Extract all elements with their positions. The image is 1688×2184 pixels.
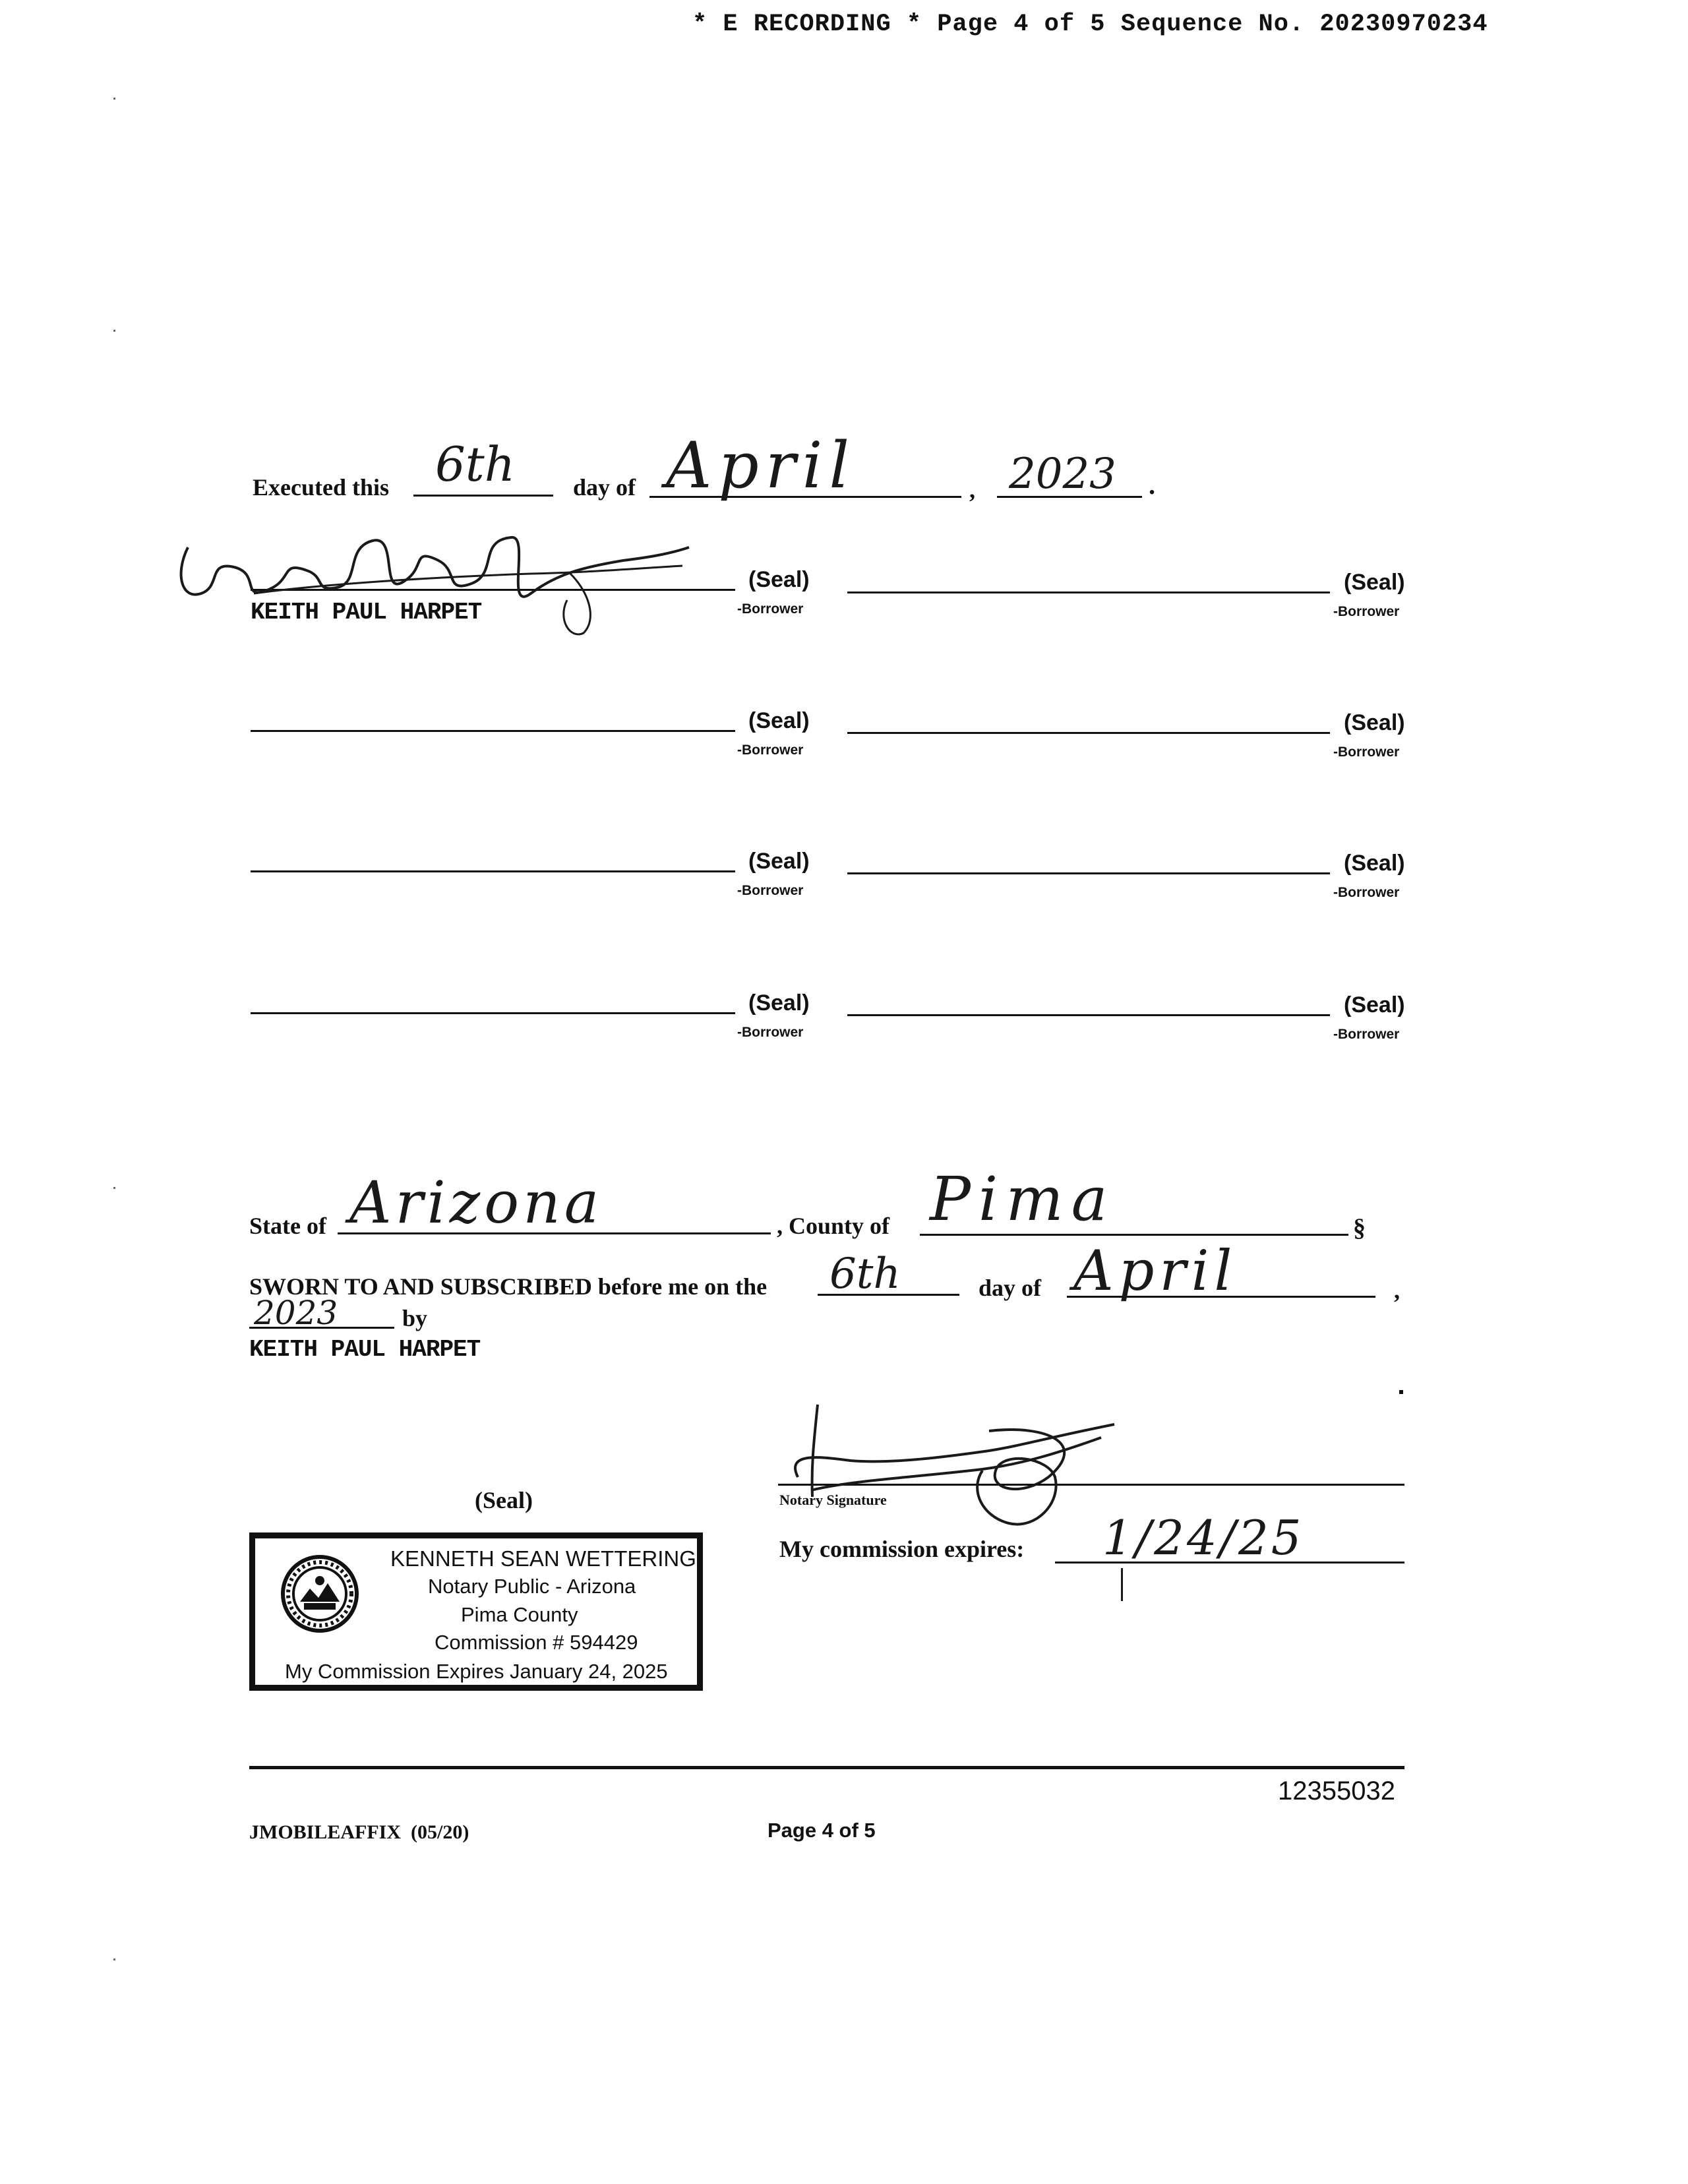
borrower-label: -Borrower	[737, 1025, 804, 1040]
borrower-label: -Borrower	[1333, 1027, 1400, 1042]
section-symbol: §	[1353, 1214, 1366, 1242]
day-of-label: day of	[573, 474, 636, 501]
notary-stamp	[249, 1532, 703, 1691]
borrower-label: -Borrower	[737, 601, 804, 617]
sworn-year-handwritten: 2023	[254, 1294, 338, 1332]
execution-year-handwritten: 2023	[1009, 450, 1116, 499]
footer-rule	[249, 1766, 1404, 1769]
sworn-month-handwritten: April	[1073, 1238, 1238, 1303]
borrower-label: -Borrower	[1333, 744, 1400, 760]
state-of-label: State of	[249, 1213, 326, 1239]
seal-label: (Seal)	[748, 990, 810, 1016]
stamp-notary-name: KENNETH SEAN WETTERING	[390, 1546, 696, 1571]
borrower-2-signature-line	[847, 592, 1330, 593]
county-handwritten: Pima	[930, 1164, 1116, 1234]
borrower-label: -Borrower	[737, 883, 804, 898]
borrower-3-signature-line	[251, 730, 735, 732]
notary-seal-label: (Seal)	[475, 1487, 533, 1513]
stamp-notary-title: Notary Public - Arizona	[428, 1575, 636, 1598]
period-mark: .	[1149, 470, 1155, 500]
comma-separator: ,	[969, 477, 975, 503]
seal-label: (Seal)	[1344, 570, 1405, 595]
loan-number: 12355032	[1278, 1776, 1395, 1805]
borrower-1-name: KEITH PAUL HARPET	[251, 599, 482, 626]
stamp-commission-number: Commission # 594429	[435, 1631, 638, 1654]
form-id: JMOBILEAFFIX (05/20)	[249, 1821, 469, 1843]
executed-this-label: Executed this	[253, 474, 389, 501]
borrower-5-signature-line	[251, 870, 735, 872]
county-of-label: , County of	[777, 1213, 890, 1239]
borrower-label: -Borrower	[1333, 604, 1400, 619]
seal-label: (Seal)	[748, 708, 810, 733]
stamp-county: Pima County	[461, 1603, 578, 1626]
commission-expires-handwritten: 1/24/25	[1102, 1510, 1304, 1565]
commission-expires-label: My commission expires:	[779, 1536, 1025, 1562]
borrower-6-signature-line	[847, 872, 1330, 874]
page-number: Page 4 of 5	[768, 1819, 876, 1842]
pen-tail-mark	[1121, 1568, 1123, 1601]
seal-label: (Seal)	[1344, 992, 1405, 1017]
seal-label: (Seal)	[1344, 710, 1405, 735]
notary-signature-label: Notary Signature	[779, 1492, 887, 1508]
sworn-day-handwritten: 6th	[829, 1250, 901, 1298]
day-line	[413, 495, 553, 497]
borrower-8-signature-line	[847, 1014, 1330, 1016]
subscriber-name: KEITH PAUL HARPET	[249, 1336, 481, 1363]
sworn-statement: SWORN TO AND SUBSCRIBED before me on the	[249, 1273, 768, 1300]
seal-label: (Seal)	[748, 567, 810, 592]
stamp-commission-expiration: My Commission Expires January 24, 2025	[285, 1660, 668, 1683]
state-handwritten: Arizona	[349, 1168, 603, 1236]
borrower-4-signature-line	[847, 732, 1330, 734]
notary-signature	[771, 1398, 1114, 1543]
scan-speck	[113, 1958, 115, 1960]
arizona-state-seal-icon	[280, 1554, 359, 1633]
scan-speck	[113, 330, 115, 332]
recording-header: * E RECORDING * Page 4 of 5 Sequence No. 20230970234	[692, 11, 1488, 38]
execution-month-handwritten: April	[666, 429, 857, 502]
seal-label: (Seal)	[748, 849, 810, 874]
scan-speck	[1399, 1390, 1403, 1394]
sworn-comma: ,	[1394, 1277, 1400, 1304]
execution-day-handwritten: 6th	[435, 437, 516, 492]
borrower-7-signature-line	[251, 1012, 735, 1014]
sworn-day-of-label: day of	[979, 1275, 1042, 1301]
scan-speck	[113, 98, 115, 100]
scan-speck	[113, 1187, 115, 1189]
seal-label: (Seal)	[1344, 851, 1405, 876]
by-label: by	[402, 1305, 428, 1331]
borrower-label: -Borrower	[737, 743, 804, 758]
borrower-label: -Borrower	[1333, 885, 1400, 900]
